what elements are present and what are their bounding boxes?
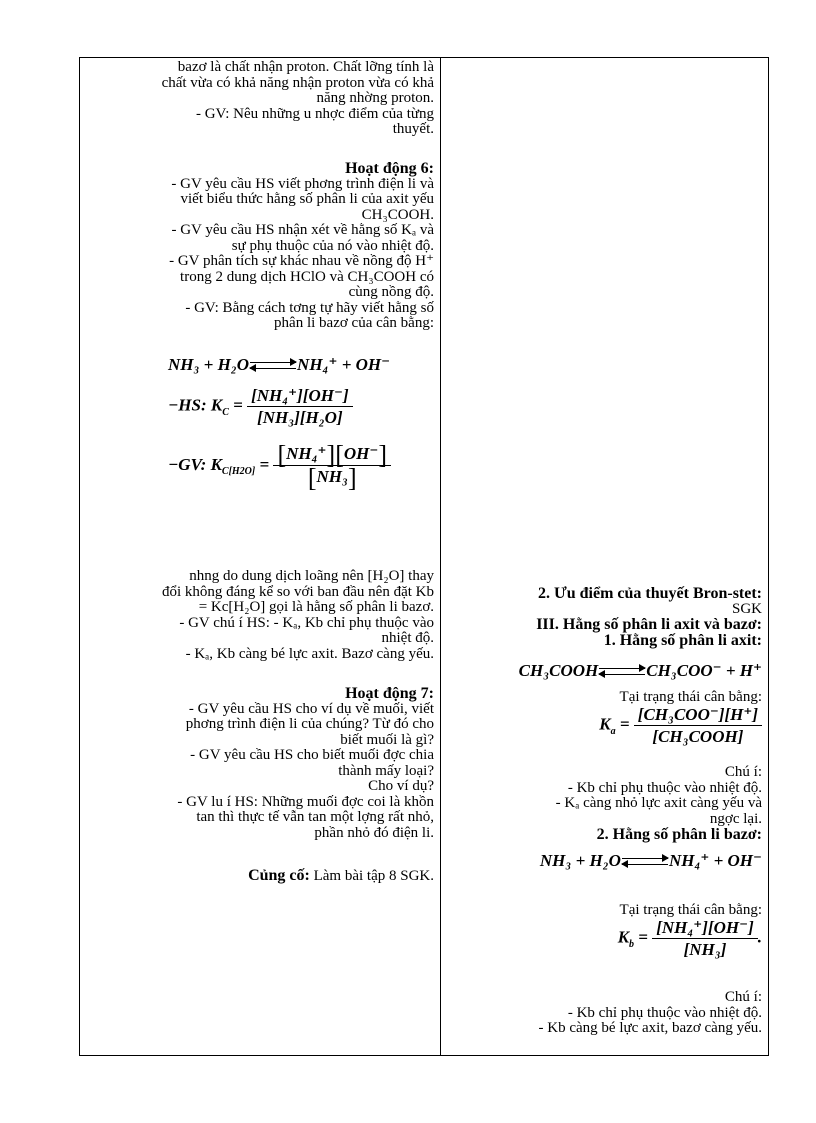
ka-subscript: a — [610, 725, 616, 737]
activity-7-line: - GV yêu cầu HS cho ví dụ về muối, viết — [188, 700, 434, 717]
consolidation-label: Củng cố: — [248, 867, 310, 884]
at-equilibrium-label: Tại trạng thái cân bằng: — [619, 902, 762, 918]
kc-h2o-numerator: [NH₄⁺][OH⁻] — [273, 446, 391, 466]
kc-subscript: C — [222, 406, 229, 418]
kb-symbol: K — [617, 927, 630, 947]
intro-block — [84, 60, 434, 138]
ka-fraction — [634, 707, 762, 744]
intro-line: thuyết. — [392, 121, 434, 137]
note-line: - Kb càng bé lực axit, bazơ càng yếu. — [538, 1020, 762, 1036]
equation-products: NH₄⁺ + OH⁻ — [297, 355, 391, 374]
consolidation-line — [84, 868, 434, 885]
numerator-term-1: NH₄⁺ — [286, 444, 327, 463]
explanation-line: - Kₐ, Kb càng bé lực axit. Bazơ càng yếu. — [185, 645, 434, 662]
ka-expression: $K_a$ = $\frac{\text{[CH₃COO⁻][H⁺]}}{\text{[CH₃COOH]}}$ — [599, 707, 762, 744]
activity-6-line: viết biểu thức hằng số phân li của axit yếu — [180, 191, 434, 207]
base-constant-heading: 2. Hằng số phân li bazơ: — [596, 826, 762, 843]
kb-denominator: [NH₃] — [683, 939, 727, 959]
activity-6-line: cùng nồng độ. — [348, 284, 434, 300]
note-line: - Kb chỉ phụ thuộc vào nhiệt độ. — [567, 1004, 762, 1021]
kb-subscript: b — [629, 938, 635, 950]
at-equilibrium-label: Tại trạng thái cân bằng: — [619, 689, 762, 705]
activity-6-block — [84, 161, 434, 332]
column-divider — [440, 58, 441, 1055]
kc-denominator: [NH₃][H₂O] — [257, 407, 343, 427]
kc-fraction — [247, 388, 353, 425]
acid-reactant: CH₃COOH — [518, 661, 599, 680]
activity-6-line: - GV yêu cầu HS nhận xét về hằng số Kₐ và — [171, 222, 434, 238]
ka-numerator: [CH₃COO⁻][H⁺] — [634, 707, 762, 726]
intro-line: - GV: Nêu những u nhợc điểm của từng — [195, 105, 434, 122]
lesson-table — [79, 57, 769, 1056]
equilibrium-note-1 — [446, 690, 762, 706]
ka-symbol: K — [599, 714, 611, 734]
activity-6-line: trong 2 dung dịch HClO và CH₃COOH có — [180, 268, 434, 285]
activity-6-line: sự phụ thuộc của nó vào nhiệt độ. — [231, 237, 434, 254]
equation-reactants: NH₃ + H₂O — [168, 355, 250, 374]
activity-7-line: phần nhỏ đó điện li. — [314, 824, 434, 841]
activity-7-line: thành mấy loại? — [338, 762, 434, 779]
equilibrium-arrows-icon — [250, 360, 296, 372]
acid-equilibrium-equation — [519, 663, 762, 679]
activity-7-line: phơng trình điện li của chúng? Từ đó cho — [185, 716, 434, 732]
equilibrium-note-2 — [446, 903, 762, 919]
kc-h2o-symbol: −GV: K — [168, 454, 222, 474]
base-reactants: NH₃ + H₂O — [539, 851, 621, 870]
kc-h2o-denominator: [NH₃] — [307, 463, 357, 493]
kb-fraction — [652, 920, 758, 957]
activity-7-line: - GV lu í HS: Những muối đợc coi là khồn — [177, 793, 434, 810]
note-line: - Kb chỉ phụ thuộc vào nhiệt độ. — [567, 779, 762, 796]
teacher-activities-column — [84, 58, 434, 1055]
numerator-term-2: OH⁻ — [343, 444, 379, 463]
notes-block-1 — [446, 765, 762, 843]
explanation-line: = Kc[H₂O] gọi là hằng số phân li bazơ. — [198, 599, 434, 615]
hs-kc-expression: −HS: $K_C$ = $\frac{\text{[NH₄⁺][OH⁻]}}{\text{[NH₃][H₂O]}}$ — [168, 388, 353, 425]
acid-constant-heading: 1. Hằng số phân li axit: — [603, 631, 762, 649]
gv-kc-h2o-expression: −GV: $K_{C[H2O]}$ = $\frac{\text{[NH₄⁺][OH⁻]}}{\text{[NH₃]}}$ — [168, 446, 391, 486]
after-equations-block — [84, 569, 434, 662]
kb-numerator: [NH₄⁺][OH⁻] — [652, 920, 758, 939]
acid-products: CH₃COO⁻ + H⁺ — [646, 661, 762, 680]
intro-line: chất vừa có khả năng nhận proton vừa có khả — [161, 74, 434, 91]
equilibrium-arrows-icon — [622, 856, 668, 868]
activity-6-line: phân li bazơ của cân bằng: — [274, 315, 434, 331]
consolidation-text: Làm bài tập 8 SGK. — [309, 868, 434, 884]
base-equilibrium-equation-right — [540, 853, 762, 869]
kc-symbol: −HS: K — [168, 395, 223, 415]
activity-6-line: - GV: Bằng cách tơng tự hãy viết hằng số — [185, 299, 434, 316]
activity-7-block — [84, 686, 434, 841]
explanation-line: nhiệt độ. — [381, 630, 434, 646]
activity-6-line: - GV phân tích sự khác nhau về nồng độ H⁺ — [169, 253, 434, 269]
base-equilibrium-equation — [168, 357, 390, 373]
explanation-line: - GV chú í HS: - Kₐ, Kb chỉ phụ thuộc vào — [179, 614, 434, 631]
activity-6-line: CH₃COOH. — [361, 206, 434, 223]
note-line: ngợc lại. — [709, 810, 762, 827]
kc-h2o-subscript: C[H2O] — [221, 466, 256, 478]
denominator-term: NH₃ — [316, 466, 348, 486]
explanation-line: đổi không đáng kể so với ban đầu nên đặt Kb — [161, 583, 434, 600]
note-label: Chú í: — [724, 764, 762, 780]
intro-line: năng nhờng proton. — [316, 90, 434, 106]
activity-7-line: tan thì thực tế vẫn tan một lợng rất nhỏ, — [196, 809, 434, 825]
activity-7-line: Cho ví dụ? — [368, 778, 434, 794]
kc-numerator: [NH₄⁺][OH⁻] — [247, 388, 353, 407]
sgk-reference: SGK — [731, 600, 762, 617]
base-products: NH₄⁺ + OH⁻ — [668, 851, 762, 870]
activity-6-title: Hoạt động 6: — [345, 160, 434, 177]
note-line: - Kₐ càng nhỏ lực axit càng yếu và — [555, 795, 762, 811]
bronsted-advantages-block — [446, 586, 762, 648]
kb-period: . — [757, 927, 762, 947]
equilibrium-arrows-icon — [599, 666, 645, 678]
advantages-heading: 2. Ưu điểm của thuyết Bron-stet: — [538, 585, 762, 602]
ka-denominator: [CH₃COOH] — [652, 726, 744, 746]
activity-6-line: - GV yêu cầu HS viết phơng trình điện li và — [171, 175, 434, 192]
explanation-line: nhng do dung dịch loãng nên [H₂O] thay — [189, 568, 434, 584]
activity-7-title: Hoạt động 7: — [345, 685, 434, 702]
activity-7-line: biết muối là gì? — [340, 731, 434, 748]
section-3-heading: III. Hằng số phân li axit và bazơ: — [536, 616, 762, 633]
activity-7-line: - GV yêu cầu HS cho biết muối đợc chia — [190, 747, 434, 763]
content-column — [446, 58, 762, 1055]
consolidation-block — [84, 868, 434, 885]
intro-line: bazơ là chất nhận proton. Chất lỡng tính là — [177, 59, 434, 75]
kb-expression: $K_b$ = $\frac{\text{[NH₄⁺][OH⁻]}}{\text{[NH₃]}}$ . — [617, 918, 762, 959]
note-label: Chú í: — [724, 989, 762, 1005]
notes-block-2 — [446, 990, 762, 1037]
